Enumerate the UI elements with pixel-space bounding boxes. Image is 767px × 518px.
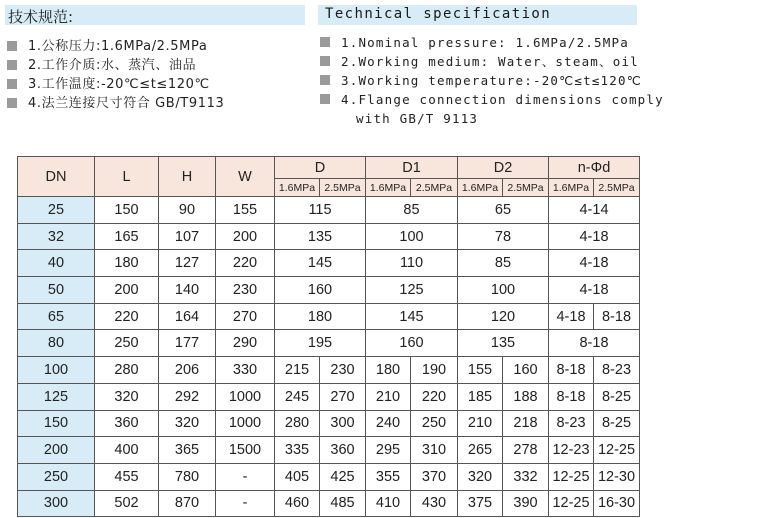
square-bullet-icon (7, 98, 17, 108)
cell-d2: 100 (458, 277, 549, 304)
square-bullet-icon (320, 37, 330, 47)
subheader-pressure: 2.5MPa (503, 179, 549, 197)
subheader-pressure: 2.5MPa (411, 179, 458, 197)
subheader-pressure: 1.6MPa (458, 179, 503, 197)
cell-d: 300 (320, 410, 366, 437)
square-bullet-icon (320, 75, 330, 85)
cell-dn: 200 (18, 437, 95, 464)
table-header-row (18, 157, 640, 179)
cell-d2: 265 (458, 437, 503, 464)
cell-w: - (216, 463, 275, 490)
cell-h: 177 (159, 330, 216, 357)
subheader-pressure: 1.6MPa (366, 179, 411, 197)
cell-nd: 4-18 (549, 223, 640, 250)
cell-w: 1000 (216, 410, 275, 437)
col-header-h: H (159, 157, 216, 197)
cell-d1: 355 (366, 463, 411, 490)
cell-l: 150 (95, 197, 159, 224)
table-row (18, 303, 640, 330)
cell-nd: 8-18 (594, 303, 640, 330)
cell-d2: 65 (458, 197, 549, 224)
spec-item-cn: 4.法兰连接尺寸符合 GB/T9113 (7, 94, 224, 113)
cell-d: 360 (320, 437, 366, 464)
table-row (18, 223, 640, 250)
cell-nd: 8-23 (594, 357, 640, 384)
subheader-pressure: 2.5MPa (594, 179, 640, 197)
cell-l: 455 (95, 463, 159, 490)
cell-w: 290 (216, 330, 275, 357)
spec-header-en-text: Technical specification (325, 6, 552, 22)
cell-dn: 150 (18, 410, 95, 437)
cell-d2: 332 (503, 463, 549, 490)
cell-h: 292 (159, 383, 216, 410)
col-header-n-phi-d: n-Φd (549, 157, 640, 179)
cell-d: 115 (275, 197, 366, 224)
col-header-d: D (275, 157, 366, 179)
cell-l: 180 (95, 250, 159, 277)
table-row (18, 383, 640, 410)
col-header-d1: D1 (366, 157, 458, 179)
cell-dn: 80 (18, 330, 95, 357)
cell-nd: 12-25 (594, 437, 640, 464)
cell-h: 206 (159, 357, 216, 384)
cell-d: 405 (275, 463, 320, 490)
table-row (18, 250, 640, 277)
cell-d2: 155 (458, 357, 503, 384)
cell-nd: 4-18 (549, 250, 640, 277)
cell-w: 220 (216, 250, 275, 277)
cell-d2: 135 (458, 330, 549, 357)
cell-d1: 85 (366, 197, 458, 224)
cell-d: 215 (275, 357, 320, 384)
cell-h: 140 (159, 277, 216, 304)
cell-w: 230 (216, 277, 275, 304)
table-row (18, 437, 640, 464)
cell-d2: 185 (458, 383, 503, 410)
cell-nd: 16-30 (594, 490, 640, 517)
cell-w: 270 (216, 303, 275, 330)
cell-d2: 375 (458, 490, 503, 517)
cell-dn: 40 (18, 250, 95, 277)
cell-d1: 310 (411, 437, 458, 464)
cell-h: 780 (159, 463, 216, 490)
cell-d2: 160 (503, 357, 549, 384)
col-header-dn: DN (18, 157, 95, 197)
cell-nd: 8-23 (549, 410, 594, 437)
cell-d1: 220 (411, 383, 458, 410)
cell-l: 165 (95, 223, 159, 250)
col-header-d2: D2 (458, 157, 549, 179)
cell-l: 250 (95, 330, 159, 357)
cell-d2: 320 (458, 463, 503, 490)
cell-nd: 4-18 (549, 303, 594, 330)
cell-w: 330 (216, 357, 275, 384)
cell-nd: 8-25 (594, 410, 640, 437)
cell-d1: 295 (366, 437, 411, 464)
cell-nd: 12-30 (594, 463, 640, 490)
cell-d1: 125 (366, 277, 458, 304)
cell-l: 200 (95, 277, 159, 304)
cell-w: 1500 (216, 437, 275, 464)
cell-d1: 210 (366, 383, 411, 410)
cell-d: 145 (275, 250, 366, 277)
square-bullet-icon (320, 56, 330, 66)
cell-d2: 188 (503, 383, 549, 410)
cell-d: 230 (320, 357, 366, 384)
spec-item-cn: 1.公称压力:1.6MPa/2.5MPa (7, 37, 224, 56)
spec-header-cn-text: 技术规范: (8, 8, 74, 26)
spec-item-cn: 3.工作温度:-20℃≤t≤120℃ (7, 75, 224, 94)
cell-h: 365 (159, 437, 216, 464)
cell-nd: 12-23 (549, 437, 594, 464)
cell-d: 460 (275, 490, 320, 517)
square-bullet-icon (7, 60, 17, 70)
cell-d1: 160 (366, 330, 458, 357)
cell-d2: 390 (503, 490, 549, 517)
cell-d: 485 (320, 490, 366, 517)
cell-d: 335 (275, 437, 320, 464)
cell-d2: 85 (458, 250, 549, 277)
cell-d: 195 (275, 330, 366, 357)
col-header-l: L (95, 157, 159, 197)
cell-d2: 78 (458, 223, 549, 250)
dimension-table (17, 156, 640, 517)
cell-nd: 8-18 (549, 357, 594, 384)
spec-item-cn: 2.工作介质:水、蒸汽、油品 (7, 56, 224, 75)
cell-d2: 278 (503, 437, 549, 464)
cell-d1: 430 (411, 490, 458, 517)
spec-header-cn (5, 5, 305, 25)
cell-d: 245 (275, 383, 320, 410)
cell-dn: 65 (18, 303, 95, 330)
cell-d1: 190 (411, 357, 458, 384)
spec-item-en: 2.Working medium: Water、steam、oil (320, 52, 664, 71)
cell-dn: 25 (18, 197, 95, 224)
cell-l: 280 (95, 357, 159, 384)
cell-d: 270 (320, 383, 366, 410)
cell-dn: 32 (18, 223, 95, 250)
spec-list-cn (7, 37, 224, 113)
cell-l: 502 (95, 490, 159, 517)
cell-w: 1000 (216, 383, 275, 410)
cell-d1: 145 (366, 303, 458, 330)
square-bullet-icon (7, 41, 17, 51)
cell-nd: 4-18 (549, 277, 640, 304)
cell-dn: 100 (18, 357, 95, 384)
cell-d: 180 (275, 303, 366, 330)
cell-h: 320 (159, 410, 216, 437)
cell-d: 425 (320, 463, 366, 490)
square-bullet-icon (7, 79, 17, 89)
table-row (18, 410, 640, 437)
table-row (18, 357, 640, 384)
cell-w: 155 (216, 197, 275, 224)
cell-l: 400 (95, 437, 159, 464)
cell-w: - (216, 490, 275, 517)
cell-h: 870 (159, 490, 216, 517)
spec-item-en: 4.Flange connection dimensions comply (320, 90, 664, 109)
cell-d: 135 (275, 223, 366, 250)
cell-h: 90 (159, 197, 216, 224)
cell-d1: 370 (411, 463, 458, 490)
cell-d2: 120 (458, 303, 549, 330)
subheader-pressure: 1.6MPa (275, 179, 320, 197)
cell-d1: 110 (366, 250, 458, 277)
cell-dn: 125 (18, 383, 95, 410)
table-row (18, 463, 640, 490)
cell-nd: 8-18 (549, 330, 640, 357)
spec-item-en: 3.Working temperature:-20℃≤t≤120℃ (320, 71, 664, 90)
cell-d1: 100 (366, 223, 458, 250)
table-row (18, 490, 640, 517)
cell-d1: 240 (366, 410, 411, 437)
spec-item-en: 1.Nominal pressure: 1.6MPa/2.5MPa (320, 33, 664, 52)
cell-l: 220 (95, 303, 159, 330)
cell-l: 320 (95, 383, 159, 410)
cell-w: 200 (216, 223, 275, 250)
spec-item-en-continued: with GB/T 9113 (356, 111, 479, 126)
cell-d: 160 (275, 277, 366, 304)
table-row (18, 197, 640, 224)
cell-nd: 12-25 (549, 490, 594, 517)
square-bullet-icon (320, 94, 330, 104)
cell-d2: 218 (503, 410, 549, 437)
subheader-pressure: 2.5MPa (320, 179, 366, 197)
subheader-pressure: 1.6MPa (549, 179, 594, 197)
cell-d2: 210 (458, 410, 503, 437)
cell-l: 360 (95, 410, 159, 437)
cell-nd: 12-25 (549, 463, 594, 490)
table-body (18, 197, 640, 517)
cell-h: 107 (159, 223, 216, 250)
cell-dn: 300 (18, 490, 95, 517)
cell-nd: 4-14 (549, 197, 640, 224)
table-row (18, 330, 640, 357)
cell-nd: 8-18 (549, 383, 594, 410)
cell-nd: 8-25 (594, 383, 640, 410)
col-header-w: W (216, 157, 275, 197)
cell-dn: 50 (18, 277, 95, 304)
cell-dn: 250 (18, 463, 95, 490)
cell-h: 127 (159, 250, 216, 277)
cell-h: 164 (159, 303, 216, 330)
cell-d1: 410 (366, 490, 411, 517)
cell-d: 280 (275, 410, 320, 437)
spec-list-en (320, 33, 664, 128)
table-row (18, 277, 640, 304)
cell-d1: 250 (411, 410, 458, 437)
cell-d1: 180 (366, 357, 411, 384)
spec-header-en (318, 5, 637, 25)
